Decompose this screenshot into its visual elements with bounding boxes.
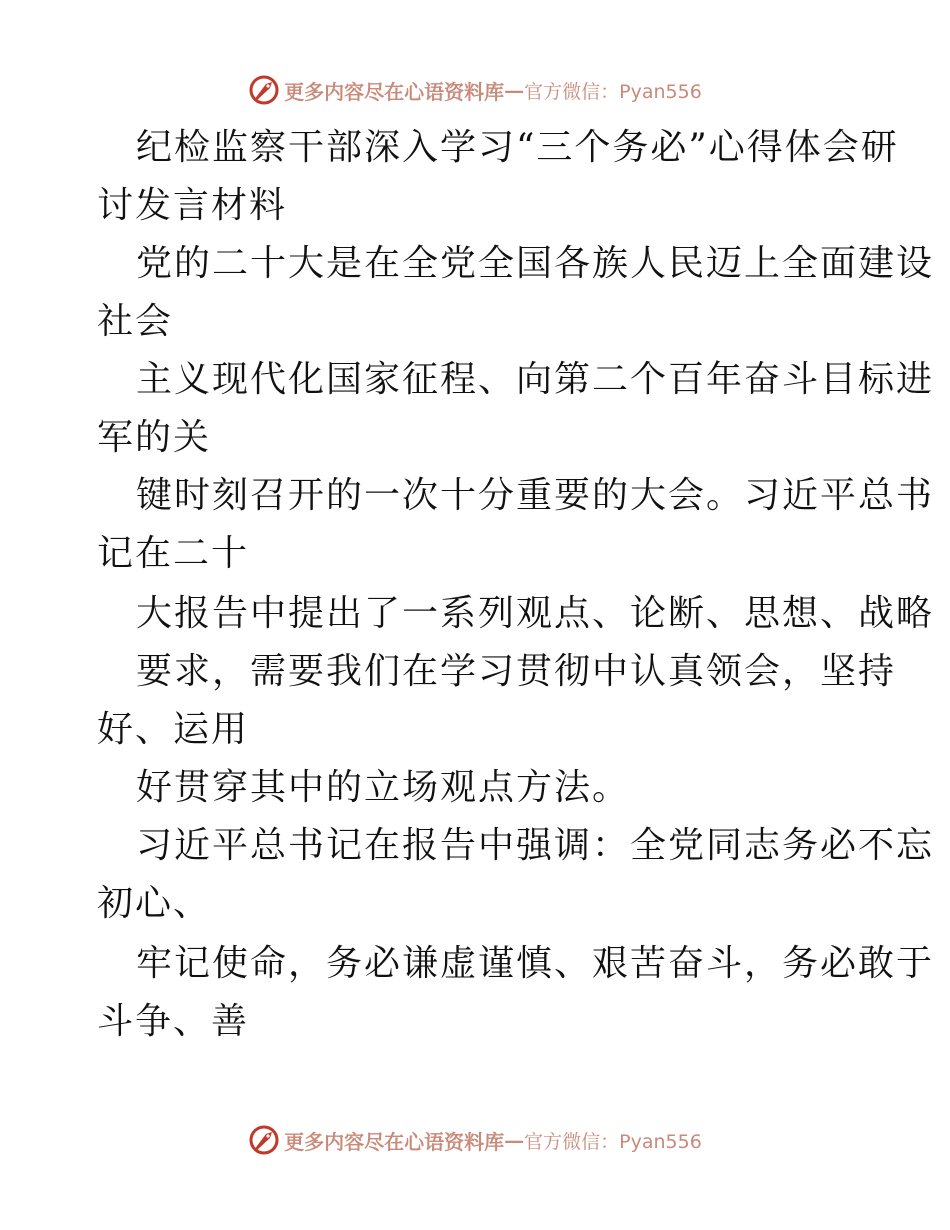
paragraph-line: 主义现代化国家征程、向第二个百年奋斗目标进 xyxy=(136,359,935,400)
paragraph-line: 牢记使命，务必谦虚谨慎、艰苦奋斗，务必敢于 xyxy=(136,943,935,984)
banner-main-text: 更多内容尽在心语资料库 xyxy=(284,1129,505,1154)
document-title-line-1: 纪检监察干部深入学习“三个务必”心得体会研 xyxy=(136,127,899,168)
paragraph-line: 大报告中提出了一系列观点、论断、思想、战略 xyxy=(136,593,935,634)
paragraph-line: 好、运用 xyxy=(97,709,250,750)
document-title-line-2: 讨发言材料 xyxy=(97,185,288,226)
banner-contact-text: 官方微信：Pyan556 xyxy=(524,1130,702,1153)
banner-dash: — xyxy=(504,1128,525,1152)
paragraph-line: 记在二十 xyxy=(97,533,250,574)
banner-dash: — xyxy=(504,78,525,102)
paragraph-line: 要求，需要我们在学习贯彻中认真领会，坚持 xyxy=(136,651,897,692)
paragraph-line: 军的关 xyxy=(97,417,212,458)
paragraph-line: 斗争、善 xyxy=(97,1001,250,1042)
paragraph-line: 键时刻召开的一次十分重要的大会。习近平总书 xyxy=(136,475,935,516)
pen-nib-logo-icon xyxy=(248,1124,280,1156)
footer-banner xyxy=(0,1120,950,1160)
banner-contact-text: 官方微信：Pyan556 xyxy=(524,80,702,103)
paragraph-line: 初心、 xyxy=(97,883,212,924)
paragraph-line: 党的二十大是在全党全国各族人民迈上全面建设 xyxy=(136,243,935,284)
banner-main-text: 更多内容尽在心语资料库 xyxy=(284,79,505,104)
paragraph-line: 社会 xyxy=(97,301,174,342)
paragraph-line: 习近平总书记在报告中强调：全党同志务必不忘 xyxy=(136,825,935,866)
paragraph-line: 好贯穿其中的立场观点方法。 xyxy=(136,767,631,808)
